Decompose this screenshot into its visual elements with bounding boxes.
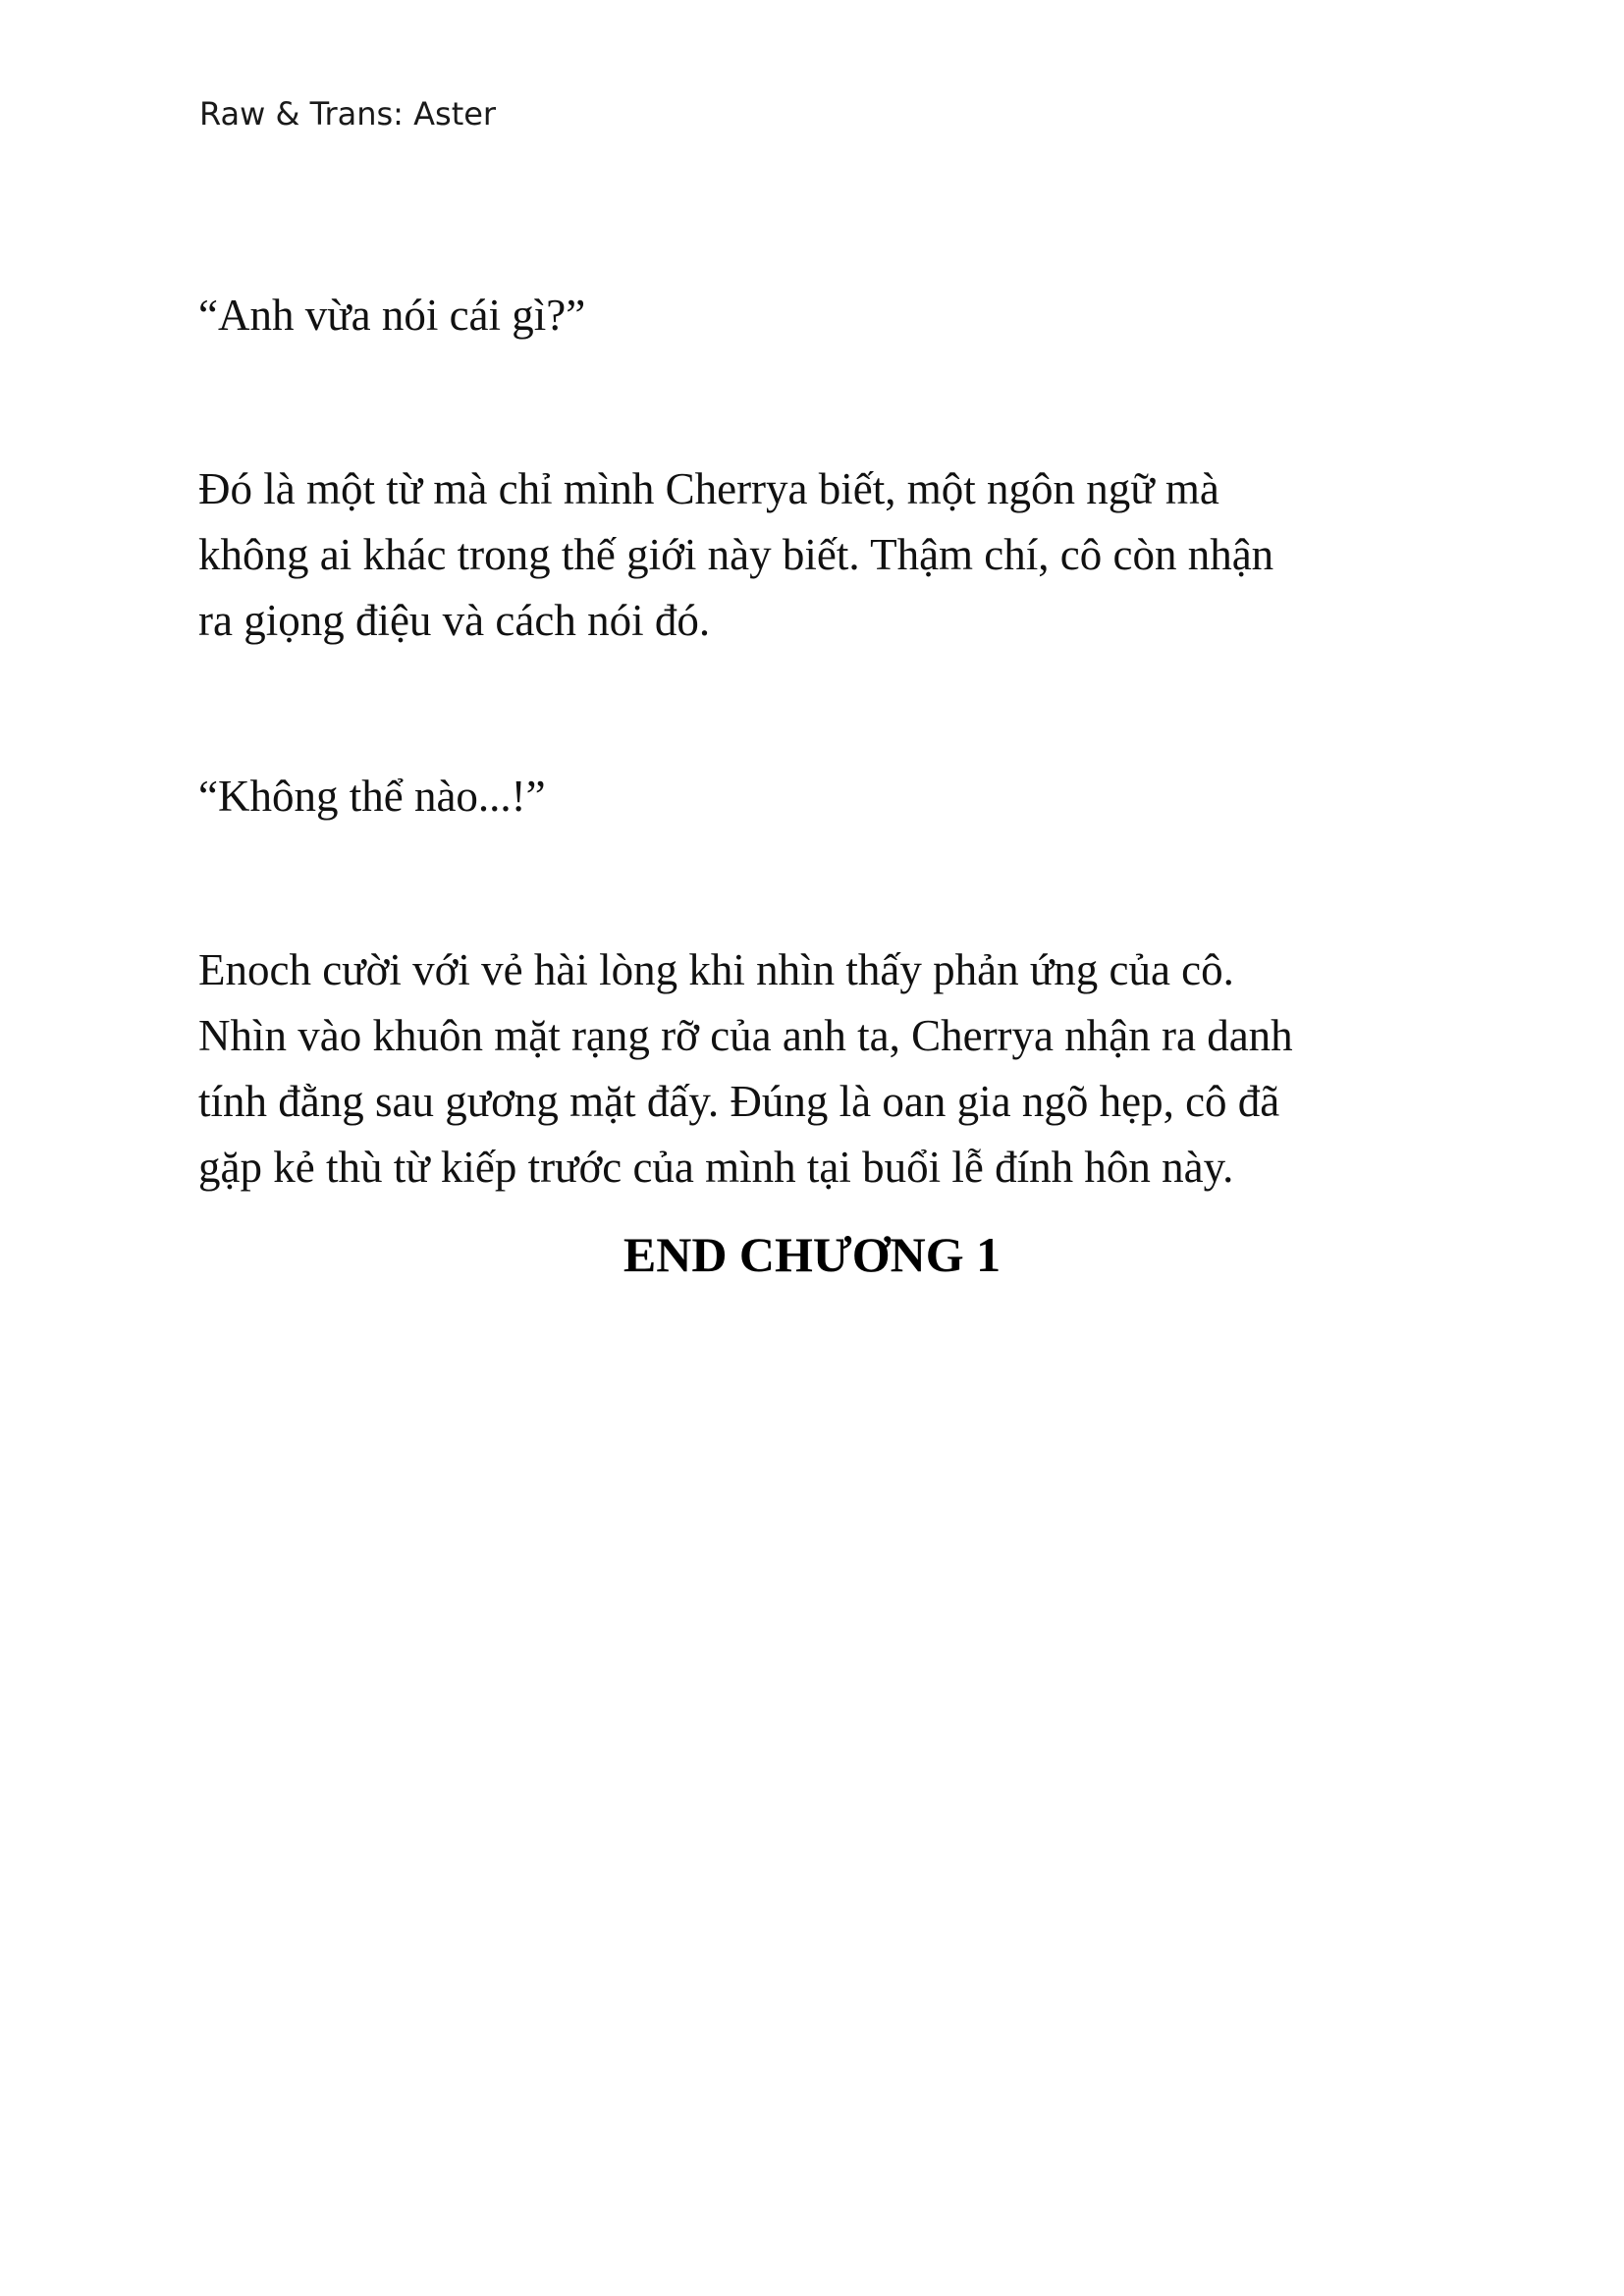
text-line: “Không thể nào...!” <box>198 772 546 821</box>
text-line: gặp kẻ thù từ kiếp trước của mình tại buổi lễ đính hôn này. <box>198 1143 1234 1192</box>
narration-paragraph <box>198 456 1435 654</box>
dialogue-paragraph <box>198 283 1435 348</box>
text-line: không ai khác trong thế giới này biết. Thậm chí, cô còn nhận <box>198 530 1274 579</box>
text-line: Enoch cười với vẻ hài lòng khi nhìn thấy phản ứng của cô. <box>198 945 1234 994</box>
text-line: Đó là một từ mà chỉ mình Cherrya biết, một ngôn ngữ mà <box>198 464 1219 513</box>
narration-paragraph <box>198 937 1435 1201</box>
text-line: tính đằng sau gương mặt đấy. Đúng là oan gia ngõ hẹp, cô đã <box>198 1077 1280 1126</box>
dialogue-paragraph <box>198 764 1435 829</box>
chapter-end-title: END CHƯƠNG 1 <box>623 1227 1001 1282</box>
text-line: Nhìn vào khuôn mặt rạng rỡ của anh ta, Cherrya nhận ra danh <box>198 1011 1293 1060</box>
text-line: ra giọng điệu và cách nói đó. <box>198 596 711 645</box>
text-line: “Anh vừa nói cái gì?” <box>198 291 586 340</box>
translator-credit: Raw & Trans: Aster <box>199 95 497 133</box>
